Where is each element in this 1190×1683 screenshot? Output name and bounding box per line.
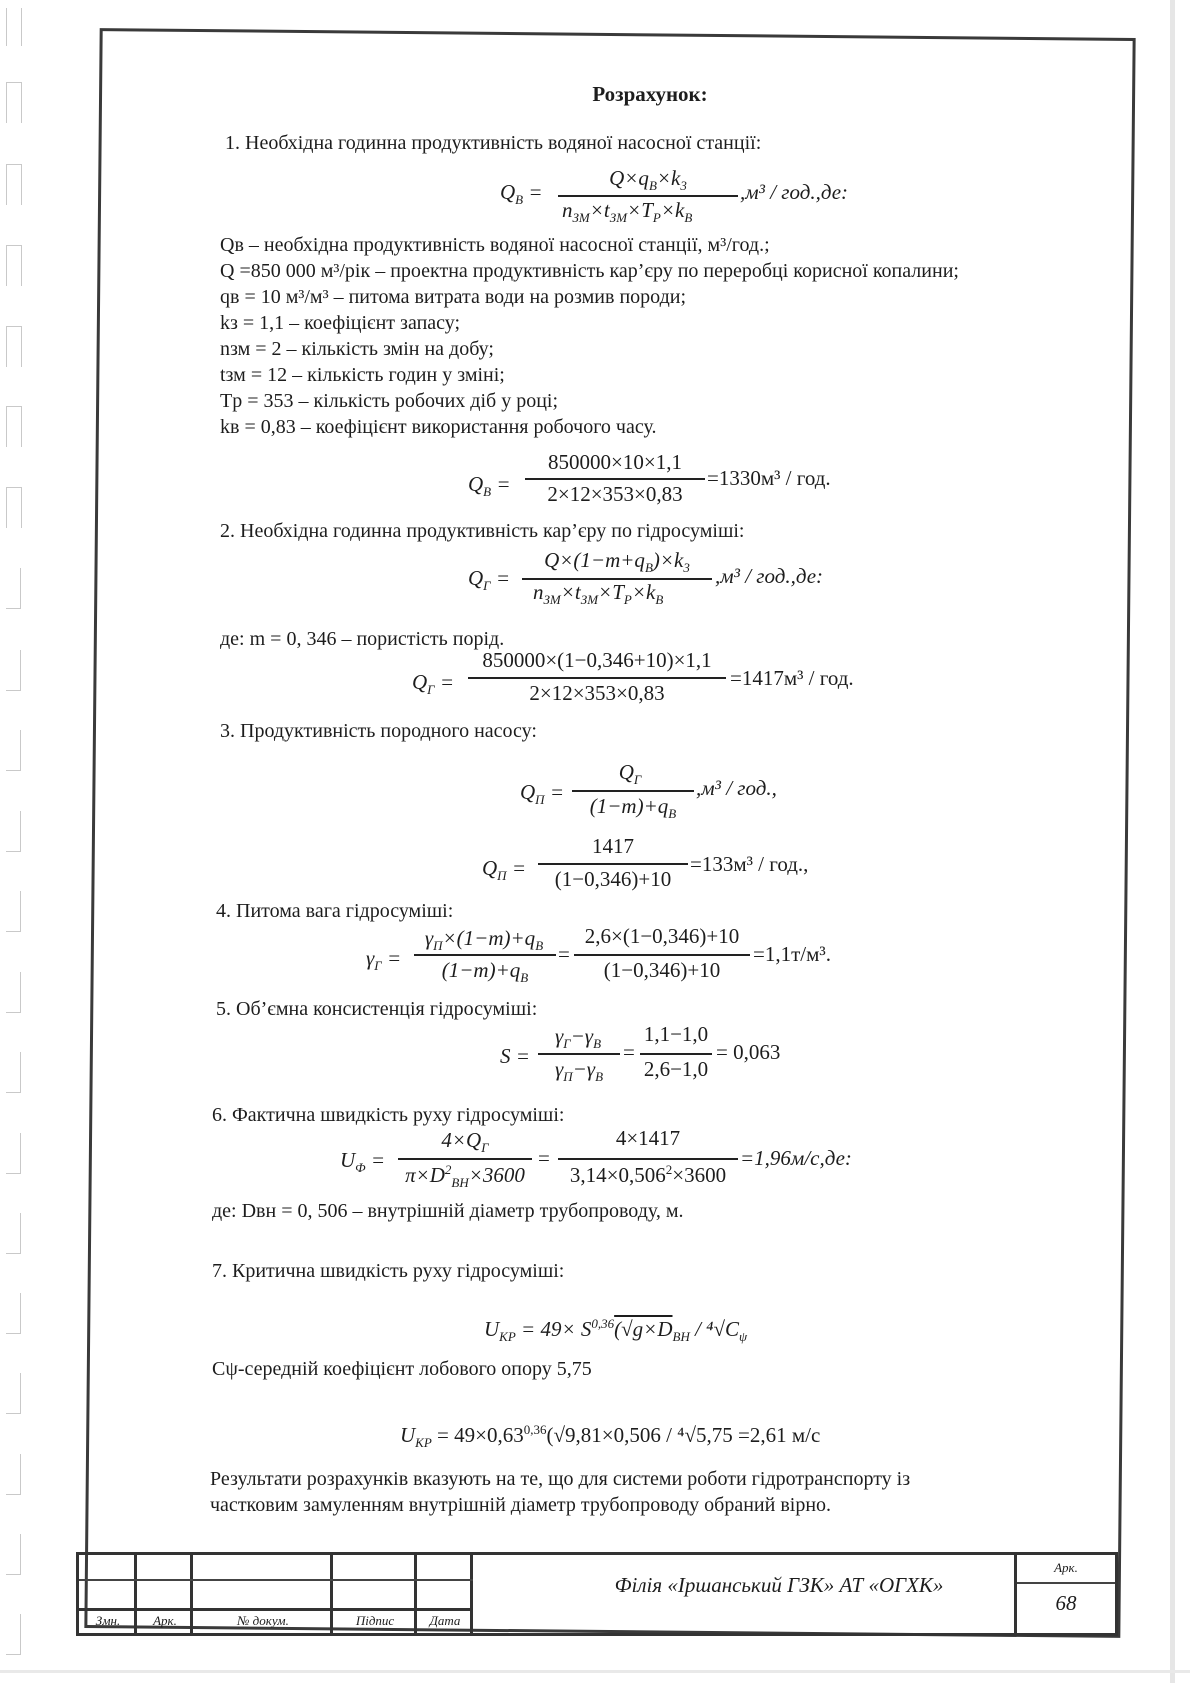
formula-superscript: 0,36 [523, 1422, 547, 1437]
tb-label-signature: Підпис [355, 1613, 395, 1628]
formula-result: =2,61 м/с [732, 1423, 821, 1447]
formula-text: ×t [560, 580, 581, 604]
formula-text: = 49× S [521, 1317, 592, 1341]
binding-mark [6, 1293, 21, 1334]
fraction-bar [558, 195, 738, 197]
formula-result: =1,96м/с,де: [740, 1146, 852, 1170]
formula-numerator: 850000×(1−0,346+10)×1,1 [482, 648, 712, 672]
formula-denominator: (1−0,346)+10 [554, 867, 672, 891]
fraction-bar [468, 677, 726, 679]
formula-subscript: B [483, 484, 492, 500]
formula-subscript: Г [563, 1036, 571, 1052]
binding-mark [6, 811, 21, 852]
formula-subscript: П [563, 1069, 573, 1085]
formula-subscript: Г [427, 682, 435, 698]
tb-label-doc-number: № докум. [237, 1613, 289, 1628]
fraction-bar [398, 1158, 532, 1160]
formula-lhs: $Q_B$ = [500, 180, 543, 208]
binding-mark [6, 82, 22, 123]
formula-numerator [415, 926, 553, 954]
formula-subscript: B [644, 560, 653, 576]
formula-symbol: Q [468, 472, 484, 496]
binding-mark [6, 891, 21, 932]
section-title: 4. Питома вага гідросуміші: [216, 900, 454, 922]
formula-symbol: γ [366, 946, 375, 970]
fraction-bar [558, 1158, 738, 1160]
formula-denominator: 2×12×353×0,83 [547, 482, 683, 506]
formula-numerator [538, 1024, 618, 1052]
formula-subscript: P [623, 592, 632, 608]
formula-text: γ [424, 926, 434, 950]
formula-text: Q×q [609, 166, 649, 190]
formula-lhs: S = [500, 1044, 530, 1068]
formula-subscript: B [684, 210, 693, 226]
formula-subscript: B [593, 1036, 602, 1052]
formula-subscript: П [433, 938, 443, 954]
diameter-note: де: Dвн = 0, 506 – внутрішній діаметр трубопроводу, м. [212, 1200, 684, 1222]
fraction-bar [538, 863, 688, 865]
formula-numerator [578, 166, 718, 194]
formula-text: ×T [627, 198, 653, 222]
formula-text: / ⁴√C [689, 1317, 740, 1341]
section-title: 3. Продуктивність породного насосу: [220, 720, 537, 742]
binding-mark [6, 730, 21, 771]
section-title: 2. Необхідна годинна продуктивність кар’єру по гідросуміші: [220, 520, 745, 542]
formula-unit: ,м³ / год.,де: [715, 564, 824, 588]
section-title: 5. Об’ємна консистенція гідросуміші: [216, 998, 538, 1020]
formula-text: ×(1−m)+q [442, 926, 536, 950]
formula-subscript: B [595, 1069, 604, 1085]
formula-lhs: $\gamma_Г$ = [366, 946, 402, 974]
formula-numerator [400, 1128, 530, 1156]
formula-lhs: $U_Ф$ = [340, 1148, 386, 1176]
tb-label-date: Дата [429, 1613, 461, 1628]
formula-lhs: $Q_П$ = [520, 780, 564, 808]
formula-text: 4×Q [441, 1128, 482, 1152]
formula-ukr [484, 1316, 747, 1345]
definition: kв = 0,83 – коефіцієнт використання робочого часу. [220, 416, 657, 438]
section-title: 7. Критична швидкість руху гідросуміші: [212, 1260, 565, 1282]
fraction-bar [525, 478, 705, 480]
binding-mark [6, 487, 22, 528]
formula-subscript: ЗМ [572, 210, 590, 226]
formula-result: =133м³ / год., [690, 852, 809, 876]
formula-text: )×k [652, 548, 684, 572]
formula-subscript: B [648, 178, 657, 194]
definition: tзм = 12 – кількість годин у зміні; [220, 364, 505, 386]
formula-symbol: U [340, 1148, 356, 1172]
formula-subscript: Г [374, 958, 382, 974]
formula-symbol: U [484, 1317, 500, 1341]
formula-denominator [533, 580, 723, 608]
formula-numerator [570, 760, 690, 788]
formula-subscript: 3 [683, 560, 690, 576]
formula-text: ×3600 [468, 1163, 525, 1187]
formula-equals: = [538, 1146, 550, 1170]
binding-mark [6, 650, 21, 691]
formula-text: Q [618, 760, 634, 784]
formula-text: 3,14×0,506 [569, 1163, 666, 1187]
tb-row-divider [79, 1579, 473, 1581]
formula-subscript: П [535, 792, 545, 808]
fraction-bar [574, 954, 750, 956]
formula-text: ×T [598, 580, 624, 604]
formula-text: n [562, 198, 573, 222]
formula-text: −γ [572, 1057, 596, 1081]
formula-text: ×k [656, 166, 681, 190]
formula-equals: = [623, 1040, 635, 1064]
formula-text: Q×(1−m+q [544, 548, 645, 572]
formula-subscript: П [497, 868, 507, 884]
formula-denominator [562, 198, 742, 226]
formula-text: (1−m)+q [589, 794, 669, 818]
tb-label-changes: Змн. [95, 1613, 121, 1628]
binding-mark [6, 1614, 21, 1655]
fraction-bar [572, 790, 694, 792]
formula-subscript: Г [481, 1140, 489, 1156]
formula-text: ×k [660, 198, 685, 222]
formula-text: n [533, 580, 544, 604]
fraction-bar [640, 1053, 712, 1055]
formula-superscript: 2 [444, 1162, 452, 1177]
formula-text: (1−m)+q [441, 958, 521, 982]
definition: nзм = 2 – кількість змін на добу; [220, 338, 494, 360]
formula-lhs: $Q_Г$ = [468, 566, 510, 594]
formula-result: =1330м³ / год. [707, 466, 831, 490]
formula-subscript: B [520, 970, 529, 986]
formula-denominator: (1−0,346)+10 [603, 958, 721, 982]
formula-numerator: 1,1−1,0 [643, 1022, 709, 1046]
formula-subscript: B [668, 806, 677, 822]
tb-row-divider [79, 1608, 473, 1611]
binding-mark [6, 568, 21, 609]
formula-symbol: S [500, 1044, 511, 1068]
organization-name: Філія «Іршанський ГЗК» АТ «ОГХК» [614, 1573, 944, 1597]
formula-text: γ [554, 1024, 564, 1048]
tb-label-sheet: Арк. [153, 1613, 177, 1628]
binding-mark [6, 1454, 21, 1495]
binding-mark [6, 406, 22, 447]
binding-mark [6, 326, 22, 367]
porosity-note: де: m = 0, 346 – пористість порід. [220, 628, 505, 650]
formula-denominator [558, 1162, 738, 1188]
binding-mark [6, 164, 22, 205]
definition: kз = 1,1 – коефіцієнт запасу; [220, 312, 461, 334]
binding-mark [6, 1133, 21, 1174]
formula-subscript: B [515, 192, 524, 208]
section-title: 6. Фактична швидкість руху гідросуміші: [212, 1104, 565, 1126]
page-title: Розрахунок: [592, 82, 708, 106]
formula-numerator: 2,6×(1−0,346)+10 [584, 924, 740, 948]
fraction-bar [538, 1053, 620, 1055]
binding-mark [6, 245, 22, 286]
formula-result: =1417м³ / год. [730, 666, 854, 690]
binding-mark [6, 1373, 21, 1414]
formula-subscript: ЗМ [543, 592, 561, 608]
formula-denominator [414, 958, 556, 986]
definition: qв = 10 м³/м³ – питома витрата води на розмив породи; [220, 286, 687, 308]
formula-symbol: Q [500, 180, 516, 204]
formula-subscript: Г [633, 772, 642, 788]
formula-subscript: KP [499, 1329, 516, 1345]
binding-mark [6, 8, 22, 46]
formula-subscript: BH [672, 1329, 690, 1345]
binding-mark [6, 1052, 21, 1093]
formula-lhs: $Q_Г$ = [412, 670, 454, 698]
sheet-label: Арк. [1054, 1560, 1078, 1575]
formula-subscript: Г [483, 578, 491, 594]
formula-ukr-values [400, 1422, 820, 1451]
formula-denominator [398, 1162, 532, 1191]
formula-subscript: P [652, 210, 661, 226]
title-block [76, 1552, 1118, 1636]
formula-subscript: BH [451, 1175, 469, 1191]
definition: Q =850 000 м³/рік – проектна продуктивність кар’єру по переробці корисної копалини; [220, 260, 959, 282]
formula-equals: = [558, 942, 570, 966]
formula-superscript: 0,36 [591, 1316, 615, 1331]
formula-text: = 49×0,63 [437, 1423, 524, 1447]
formula-subscript: KP [415, 1435, 432, 1451]
formula-text: −γ [570, 1024, 594, 1048]
formula-subscript: ψ [739, 1329, 748, 1345]
formula-result: =1,1т/м³. [753, 942, 831, 966]
drag-note: Cψ-середній коефіцієнт лобового опору 5,75 [212, 1358, 592, 1380]
binding-mark [6, 1534, 21, 1575]
formula-lhs: $Q_B$ = [468, 472, 511, 500]
formula-subscript: B [535, 938, 544, 954]
conclusion-line: Результати розрахунків вказують на те, що для системи роботи гідротранспорту із [210, 1468, 911, 1490]
formula-numerator [522, 548, 712, 576]
formula-subscript: ЗМ [580, 592, 599, 608]
conclusion-line: частковим замуленням внутрішній діаметр трубопроводу обраний вірно. [210, 1494, 832, 1516]
formula-numerator: 850000×10×1,1 [548, 450, 682, 474]
formula-denominator [572, 794, 694, 822]
formula-superscript: 2 [665, 1162, 673, 1177]
formula-unit: ,м³ / год.,де: [740, 180, 849, 204]
formula-denominator [538, 1057, 620, 1085]
formula-result: = 0,063 [716, 1040, 781, 1064]
section-title: 1. Необхідна годинна продуктивність водяної насосної станції: [225, 132, 762, 154]
scan-edge-strip [0, 1670, 1190, 1673]
formula-text: γ [554, 1057, 564, 1081]
formula-text: ×k [631, 580, 656, 604]
sheet-number: 68 [1055, 1591, 1077, 1615]
formula-denominator: 2×12×353×0,83 [529, 681, 665, 705]
binding-mark [6, 972, 21, 1013]
binding-mark [6, 1213, 21, 1254]
formula-text: ×t [589, 198, 610, 222]
formula-subscript: Ф [355, 1160, 366, 1176]
formula-numerator: 4×1417 [615, 1126, 681, 1150]
formula-text: (√9,81×0,506 / ⁴√5,75 [546, 1423, 733, 1447]
definition: Qв – необхідна продуктивність водяної насосної станції, м³/год.; [220, 234, 770, 256]
formula-subscript: B [655, 592, 664, 608]
formula-text: ×3600 [672, 1163, 727, 1187]
formula-lhs: $Q_П$ = [482, 856, 526, 884]
scan-edge-strip [1170, 0, 1175, 1683]
definition: Tр = 353 – кількість робочих діб у році; [220, 390, 559, 412]
formula-numerator: 1417 [592, 834, 634, 858]
formula-subscript: 3 [680, 178, 687, 194]
formula-text: π×D [405, 1163, 445, 1187]
formula-denominator: 2,6−1,0 [643, 1057, 709, 1081]
formula-subscript: ЗМ [609, 210, 628, 226]
formula-symbol: U [400, 1423, 416, 1447]
formula-text: (√g×D [614, 1317, 673, 1341]
fraction-bar [414, 954, 556, 956]
formula-unit: ,м³ / год., [696, 776, 777, 800]
